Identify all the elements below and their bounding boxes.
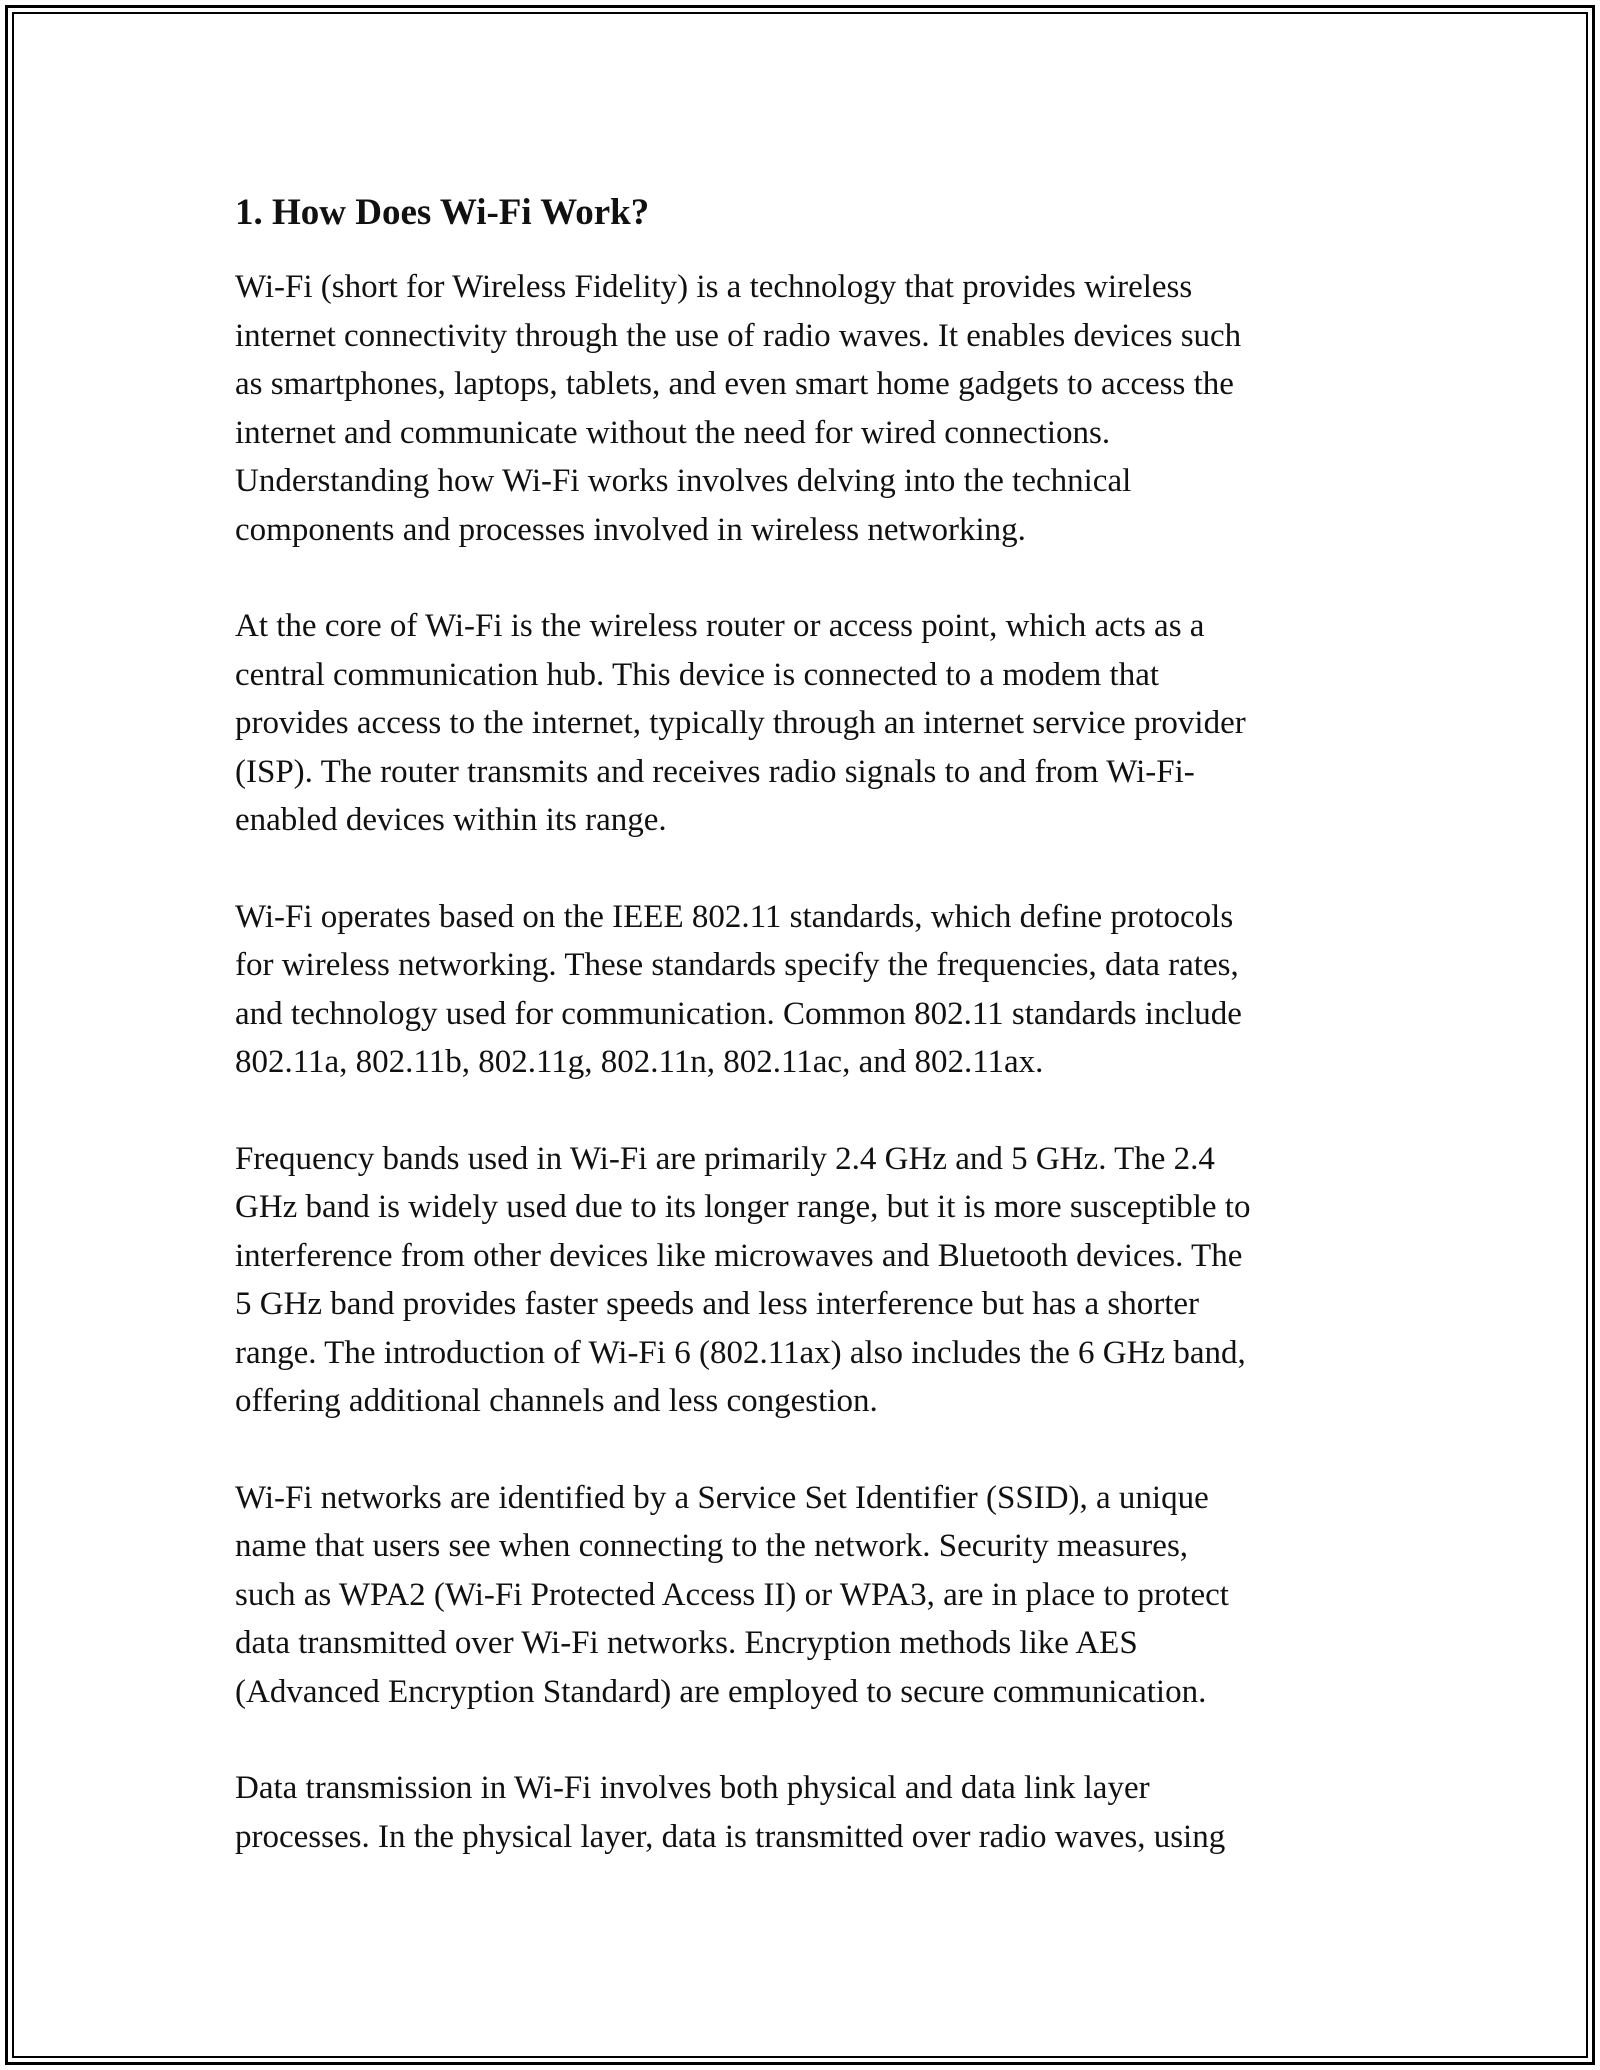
section-heading: 1. How Does Wi-Fi Work? [235, 192, 650, 233]
paragraph-intro: Wi-Fi (short for Wireless Fidelity) is a technology that provides wireless internet connectivity through the use of radio waves. It enables devices such as smartphones, laptops, tablets, and even smart home gadgets to access the internet and communicate without the need for wired connections. Understanding how Wi-Fi works involves delving into the technical components and processes involved in wireless networking. [235, 269, 1242, 548]
paragraph-standards: Wi-Fi operates based on the IEEE 802.11 standards, which define protocols for wireless networking. These standards specify the frequencies, data rates, and technology used for communication. Common 802.11 standards include 802.11a, 802.11b, 802.11g, 802.11n, 802.11ac, and 802.11ax. [235, 898, 1242, 1080]
paragraph-router: At the core of Wi-Fi is the wireless router or access point, which acts as a central communication hub. This device is connected to a modem that provides access to the internet, typically through an internet service provider (ISP). The router transmits and receives radio signals to and from Wi-Fi- enabled devices within its range. [235, 608, 1246, 838]
paragraph-data-transmission: Data transmission in Wi-Fi involves both physical and data link layer processes. In the physical layer, data is transmitted over radio waves, using [235, 1770, 1226, 1855]
document-body [235, 185, 1375, 1909]
paragraph-frequency-bands: Frequency bands used in Wi-Fi are primarily 2.4 GHz and 5 GHz. The 2.4 GHz band is widely used due to its longer range, but it is more susceptible to interference from other devices like microwaves and Bluetooth devices. The 5 GHz band provides faster speeds and less interference but has a shorter range. The introduction of Wi-Fi 6 (802.11ax) also includes the 6 GHz band, offering additional channels and less congestion. [235, 1140, 1251, 1419]
paragraph-ssid-security: Wi-Fi networks are identified by a Service Set Identifier (SSID), a unique name that users see when connecting to the network. Security measures, such as WPA2 (Wi-Fi Protected Access II) or WPA3, are in place to protect data transmitted over Wi-Fi networks. Encryption methods like AES (Advanced Encryption Standard) are employed to secure communication. [235, 1479, 1229, 1710]
